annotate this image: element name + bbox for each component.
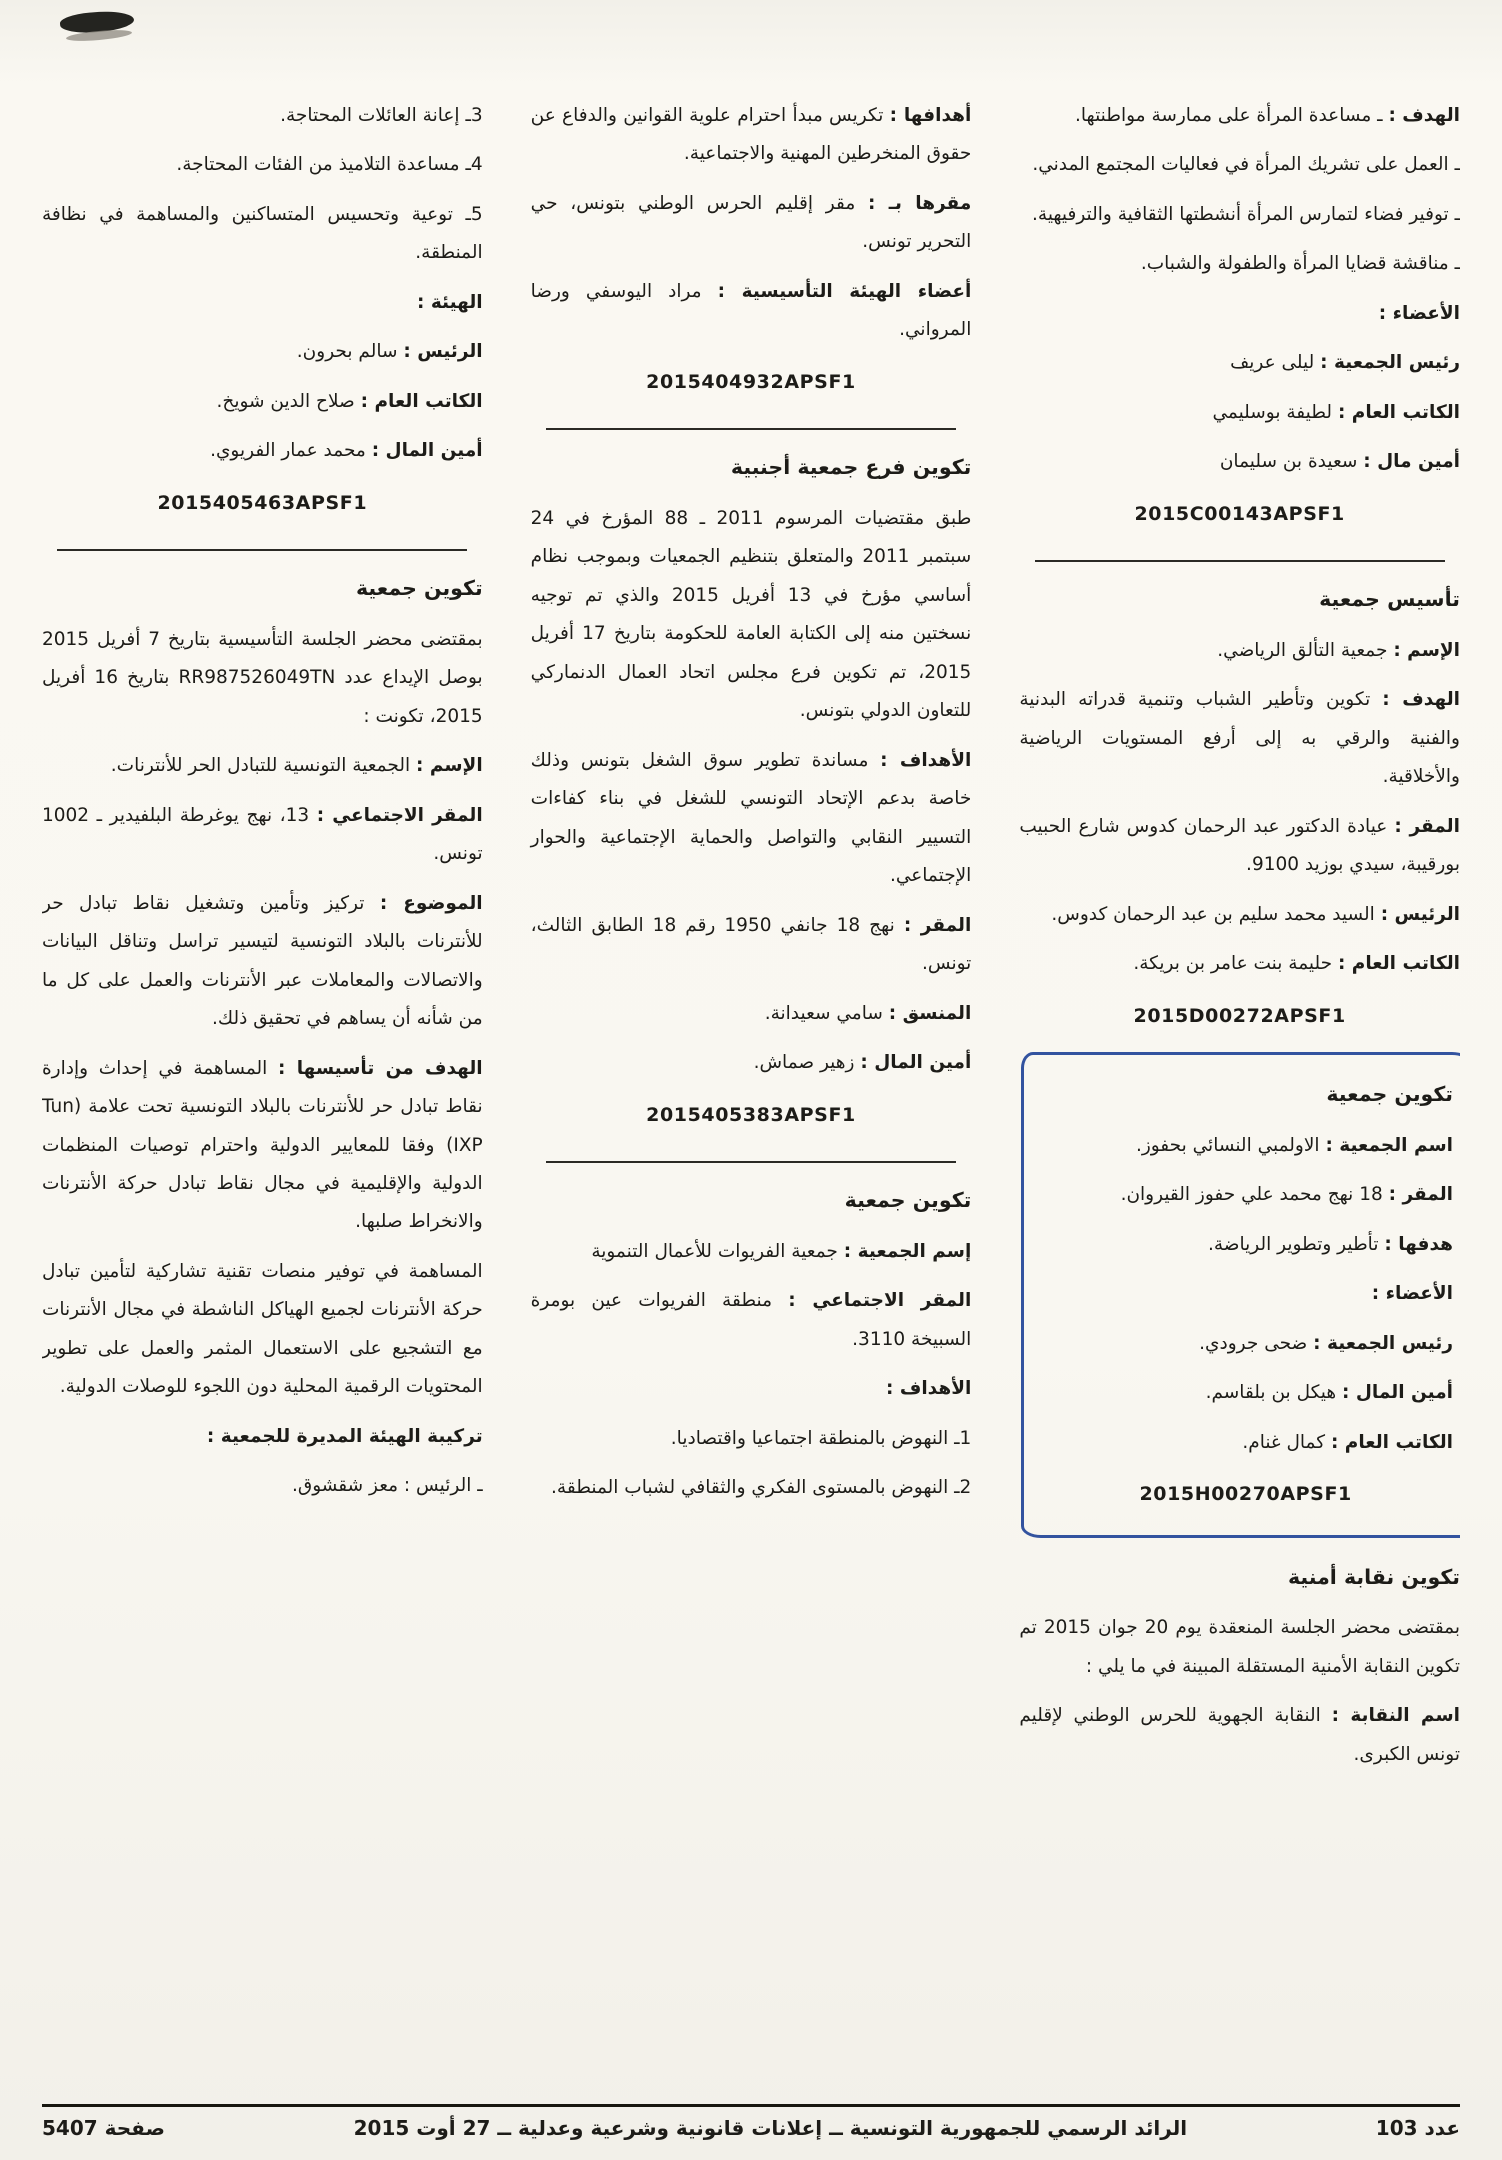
field-value: بمقتضى محضر الجلسة المنعقدة يوم 20 جوان 2015 تم تكوين النقابة الأمنية المستقلة المبينة في ما يلي : xyxy=(1019,1617,1460,1677)
section-divider xyxy=(546,428,956,430)
field-value: المساهمة في توفير منصات تقنية تشاركية لتأمين تبادل حركة الأنترنات لجميع الهياكل الناشطة في مجال الأنترنات مع التشجيع على الاستعمال المثمر والعمل على تطوير المحتويات الرقمية المحلية دون اللجوء للوصلات الدولية. xyxy=(42,1260,483,1398)
field-value: كمال غنام. xyxy=(1242,1431,1326,1453)
announcement-section xyxy=(531,97,972,402)
announcement-paragraph xyxy=(531,1233,972,1271)
journal-title-line: الرائد الرسمي للجمهورية التونسية ــ إعلانات قانونية وشرعية وعدلية ــ 27 أوت 2015 xyxy=(353,2116,1188,2140)
field-value: ليلى عريف xyxy=(1230,352,1315,374)
announcement-paragraph xyxy=(42,146,483,184)
field-value: عيادة الدكتور عبد الرحمان كدوس شارع الحبيب بورقيبة، سيدي بوزيد 9100. xyxy=(1019,815,1460,876)
field-label: الكاتب العام : xyxy=(1337,401,1460,423)
announcement-paragraph xyxy=(1019,1697,1460,1774)
field-label: الهدف من تأسيسها : xyxy=(278,1057,483,1079)
announcement-paragraph xyxy=(1019,443,1460,481)
field-value: النقابة الجهوية للحرس الوطني لإقليم تونس الكبرى. xyxy=(1019,1705,1460,1765)
announcement-paragraph xyxy=(42,333,483,371)
announcement-paragraph xyxy=(42,284,483,322)
field-value: 13، نهج يوغرطة البلفيدير ـ 1002 تونس. xyxy=(42,804,483,865)
field-label: المقر : xyxy=(1394,815,1460,837)
announcement-paragraph xyxy=(531,273,972,350)
field-value: حليمة بنت عامر بن بريكة. xyxy=(1133,953,1333,975)
announcement-section xyxy=(1019,97,1460,534)
field-label: الأهداف : xyxy=(886,1378,972,1400)
announcement-paragraph xyxy=(531,1044,972,1082)
field-label: الهدف : xyxy=(1388,105,1460,126)
field-label: الأعضاء : xyxy=(1378,302,1460,324)
field-value: ـ توفير فضاء لتمارس المرأة أنشطتها الثقافية والترفيهية. xyxy=(1032,203,1460,225)
announcement-paragraph xyxy=(531,907,972,984)
field-value: 4ـ مساعدة التلاميذ من الفئات المحتاجة. xyxy=(176,154,483,176)
announcement-section xyxy=(1019,1556,1460,1775)
page-number: صفحة 5407 xyxy=(42,2116,165,2140)
field-label: الهيئة : xyxy=(416,291,483,313)
announcement-paragraph xyxy=(42,1253,483,1407)
announcement-paragraph xyxy=(42,621,483,736)
announcement-paragraph xyxy=(531,1282,972,1359)
registration-code: 2015D00272APSF1 xyxy=(1133,1004,1346,1027)
column-left xyxy=(42,86,483,2068)
field-label: أمين المال : xyxy=(371,440,483,462)
field-value: ـ الرئيس : معز شقشوق. xyxy=(291,1475,483,1497)
announcement-paragraph xyxy=(42,747,483,785)
field-value: 1ـ النهوض بالمنطقة اجتماعيا واقتصاديا. xyxy=(670,1427,972,1449)
field-value: 5ـ توعية وتحسيس المتساكنين والمساهمة في نظافة المنطقة. xyxy=(42,203,483,264)
field-label: الإسم : xyxy=(416,755,483,777)
column-right xyxy=(1019,86,1460,2068)
field-label: أعضاء الهيئة التأسيسية : xyxy=(717,280,972,302)
field-label: المقر الاجتماعي : xyxy=(788,1290,972,1312)
section-divider xyxy=(546,1161,956,1163)
announcement-paragraph xyxy=(1038,1127,1453,1165)
announcement-title: تكوين جمعية xyxy=(1326,1082,1453,1107)
field-label: الإسم : xyxy=(1393,639,1460,661)
registration-code: 2015H00270APSF1 xyxy=(1139,1483,1352,1506)
field-value: صلاح الدين شويخ. xyxy=(216,390,355,412)
announcement-title: تكوين جمعية xyxy=(844,1188,972,1213)
field-label: الكاتب العام : xyxy=(1330,1431,1453,1453)
columns-container xyxy=(42,86,1460,2068)
field-value: سامي سعيدانة. xyxy=(764,1002,883,1024)
field-value: لطيفة بوسليمي xyxy=(1212,401,1333,423)
field-label: المنسق : xyxy=(888,1002,972,1024)
field-label: مقرها بـ : xyxy=(868,192,972,214)
announcement-paragraph xyxy=(42,797,483,874)
field-value: الاولمبي النسائي بحفوز. xyxy=(1135,1134,1320,1156)
announcement-paragraph xyxy=(531,995,972,1033)
field-label: الرئيس : xyxy=(403,341,483,363)
field-value: تأطير وتطوير الرياضة. xyxy=(1207,1233,1379,1255)
announcement-paragraph xyxy=(1019,1609,1460,1686)
announcement-paragraph xyxy=(531,500,972,731)
field-value: ـ العمل على تشريك المرأة في فعاليات المجتمع المدني. xyxy=(1032,154,1460,176)
announcement-title: تكوين جمعية xyxy=(356,576,483,601)
field-value: نهج 18 جانفي 1950 رقم 18 الطابق الثالث، تونس. xyxy=(530,914,972,975)
announcement-section xyxy=(1019,578,1460,1036)
field-label: اسم النقابة : xyxy=(1331,1705,1460,1727)
field-label: الرئيس : xyxy=(1380,903,1460,925)
announcement-section xyxy=(42,97,483,523)
announcement-paragraph xyxy=(42,1418,483,1456)
field-value: جمعية التألق الرياضي. xyxy=(1217,639,1388,661)
field-label: هدفها : xyxy=(1384,1233,1453,1255)
field-label: إسم الجمعية : xyxy=(843,1240,972,1262)
announcement-paragraph xyxy=(42,383,483,421)
announcement-paragraph xyxy=(531,1420,972,1458)
field-value: مقر إقليم الحرس الوطني بتونس، حي التحرير تونس. xyxy=(530,192,972,253)
announcement-paragraph xyxy=(1019,344,1460,382)
page-footer xyxy=(42,2104,1460,2140)
field-value: 2ـ النهوض بالمستوى الفكري والثقافي لشباب المنطقة. xyxy=(551,1477,972,1498)
field-label: الأهداف : xyxy=(880,749,972,771)
announcement-paragraph xyxy=(1019,808,1460,885)
field-label: الهدف : xyxy=(1382,689,1460,711)
announcement-paragraph xyxy=(1019,945,1460,983)
announcement-title: تأسيس جمعية xyxy=(1319,587,1460,612)
announcement-paragraph xyxy=(1019,97,1460,135)
field-label: أمين مال : xyxy=(1363,451,1460,473)
field-label: تركيبة الهيئة المديرة للجمعية : xyxy=(206,1425,483,1447)
announcement-paragraph xyxy=(42,97,483,135)
announcement-paragraph xyxy=(1038,1325,1453,1363)
announcement-paragraph xyxy=(42,1467,483,1505)
announcement-paragraph xyxy=(42,432,483,470)
registration-code: 2015405463APSF1 xyxy=(157,491,368,514)
announcement-paragraph xyxy=(1038,1424,1453,1462)
announcement-paragraph xyxy=(531,742,972,896)
field-value: جمعية الفريوات للأعمال التنموية xyxy=(591,1240,838,1262)
field-value: منطقة الفريوات عين بومرة السبيخة 3110. xyxy=(530,1290,972,1350)
section-divider xyxy=(57,549,467,551)
announcement-section xyxy=(531,1179,972,1507)
field-label: أمين المال : xyxy=(1342,1382,1453,1404)
field-value: 3ـ إعانة العائلات المحتاجة. xyxy=(280,105,483,126)
field-label: الموضوع : xyxy=(379,892,483,914)
announcement-paragraph xyxy=(1019,632,1460,670)
field-value: مساندة تطوير سوق الشغل بتونس وذلك خاصة بدعم الإتحاد التونسي للشغل في بناء كفاءات التسيير النقابي والتواصل والحماية الإجتماعية والحوار الإجتماعي. xyxy=(530,749,972,887)
registration-code: 2015404932APSF1 xyxy=(646,370,856,393)
field-value: طبق مقتضيات المرسوم 2011 ـ 88 المؤرخ في 24 سبتمبر 2011 والمتعلق بتنظيم الجمعيات وبموجب نظام أساسي مؤرخ في 13 أفريل 2015 والذي تم توجيه نسختين منه إلى الكتابة العامة للحكومة بتاريخ 17 أفريل 2015، تم تكوين فرع مجلس اتحاد العمال الدنماركي للتعاون الدولي بتونس. xyxy=(530,507,972,722)
field-value: السيد محمد سليم بن عبد الرحمان كدوس. xyxy=(1051,903,1375,925)
announcement-paragraph xyxy=(1038,1226,1453,1264)
announcement-paragraph xyxy=(42,885,483,1039)
announcement-paragraph xyxy=(1019,394,1460,432)
announcement-paragraph xyxy=(1019,896,1460,934)
registration-code: 2015405383APSF1 xyxy=(646,1103,856,1126)
announcement-paragraph xyxy=(1019,196,1460,234)
field-label: المقر : xyxy=(1388,1184,1453,1206)
announcement-section xyxy=(531,446,972,1135)
field-label: الأعضاء : xyxy=(1371,1283,1453,1305)
column-center xyxy=(531,86,972,2068)
field-value: تركيز وتأمين وتشغيل نقاط تبادل حر للأنترنات بالبلاد التونسية لتيسير تراسل وتناقل البيانات والاتصالات والمعاملات عبر الأنترنات والعمل على كل ما من شأنه أن يساهم في تحقيق ذلك. xyxy=(42,892,483,1030)
announcement-section xyxy=(42,567,483,1505)
announcement-paragraph xyxy=(531,1469,972,1507)
section-divider xyxy=(1035,560,1445,562)
field-label: رئيس الجمعية : xyxy=(1320,352,1460,374)
field-label: المقر : xyxy=(903,914,972,936)
field-label: الكاتب العام : xyxy=(1337,953,1460,975)
field-value: ـ مناقشة قضايا المرأة والطفولة والشباب. xyxy=(1140,253,1460,275)
announcement-paragraph xyxy=(531,97,972,174)
announcement-paragraph xyxy=(1038,1275,1453,1313)
field-value: محمد عمار الفريوي. xyxy=(210,440,366,462)
field-label: الكاتب العام : xyxy=(360,390,483,412)
field-label: أمين المال : xyxy=(860,1052,972,1074)
footer-text-row xyxy=(42,2116,1460,2140)
announcement-paragraph xyxy=(1038,1176,1453,1214)
field-value: الجمعية التونسية للتبادل الحر للأنترنات. xyxy=(110,755,411,777)
announcement-paragraph xyxy=(1019,146,1460,184)
announcement-paragraph xyxy=(1019,245,1460,283)
field-value: بمقتضى محضر الجلسة التأسيسية بتاريخ 7 أفريل 2015 بوصل الإيداع عدد RR987526049TN بتاريخ 16 أفريل 2015، تكونت : xyxy=(42,628,483,727)
footer-rule xyxy=(42,2104,1460,2107)
announcement-paragraph xyxy=(42,1050,483,1242)
field-value: هيكل بن بلقاسم. xyxy=(1205,1382,1337,1404)
registration-code: 2015C00143APSF1 xyxy=(1134,502,1345,525)
announcement-paragraph xyxy=(1019,681,1460,796)
field-value: سالم بحرون. xyxy=(296,341,398,363)
announcement-paragraph xyxy=(1019,295,1460,333)
field-value: تكريس مبدأ احترام علوية القوانين والدفاع عن حقوق المنخرطين المهنية والاجتماعية. xyxy=(530,105,972,165)
field-value: تكوين وتأطير الشباب وتنمية قدراته البدنية والفنية والرقي به إلى أرفع المستويات الرياضية والأخلاقية. xyxy=(1019,689,1460,788)
field-label: رئيس الجمعية : xyxy=(1313,1332,1453,1354)
issue-number: عدد 103 xyxy=(1375,2116,1460,2140)
field-value: زهير صماش. xyxy=(753,1052,855,1074)
announcement-paragraph xyxy=(1038,1374,1453,1412)
field-value: ـ مساعدة المرأة على ممارسة مواطنتها. xyxy=(1075,105,1383,126)
field-value: المساهمة في إحداث وإدارة نقاط تبادل حر للأنترنات بالبلاد التونسية تحت علامة (Tun IXP) وفقا للمعايير الدولية واحترام توصيات المنظمات الدولية والإقليمية في مجال نقاط تبادل حركة الأنترنات والانخراط صلبها. xyxy=(42,1057,483,1233)
field-label: أهدافها : xyxy=(889,105,972,126)
field-label: المقر الاجتماعي : xyxy=(316,804,483,826)
field-label: اسم الجمعية : xyxy=(1325,1134,1453,1156)
announcement-title: تكوين فرع جمعية أجنبية xyxy=(730,455,972,480)
announcement-paragraph xyxy=(42,196,483,273)
announcement-paragraph xyxy=(531,185,972,262)
announcement-paragraph xyxy=(531,1370,972,1408)
announcement-title: تكوين نقابة أمنية xyxy=(1287,1564,1460,1589)
announcement-section-pen-boxed xyxy=(1021,1052,1460,1537)
field-value: ضحى جرودي. xyxy=(1199,1332,1308,1354)
field-value: سعيدة بن سليمان xyxy=(1219,451,1358,473)
field-value: 18 نهج محمد علي حفوز القيروان. xyxy=(1120,1184,1383,1206)
field-value: مراد اليوسفي ورضا المرواني. xyxy=(530,280,972,341)
